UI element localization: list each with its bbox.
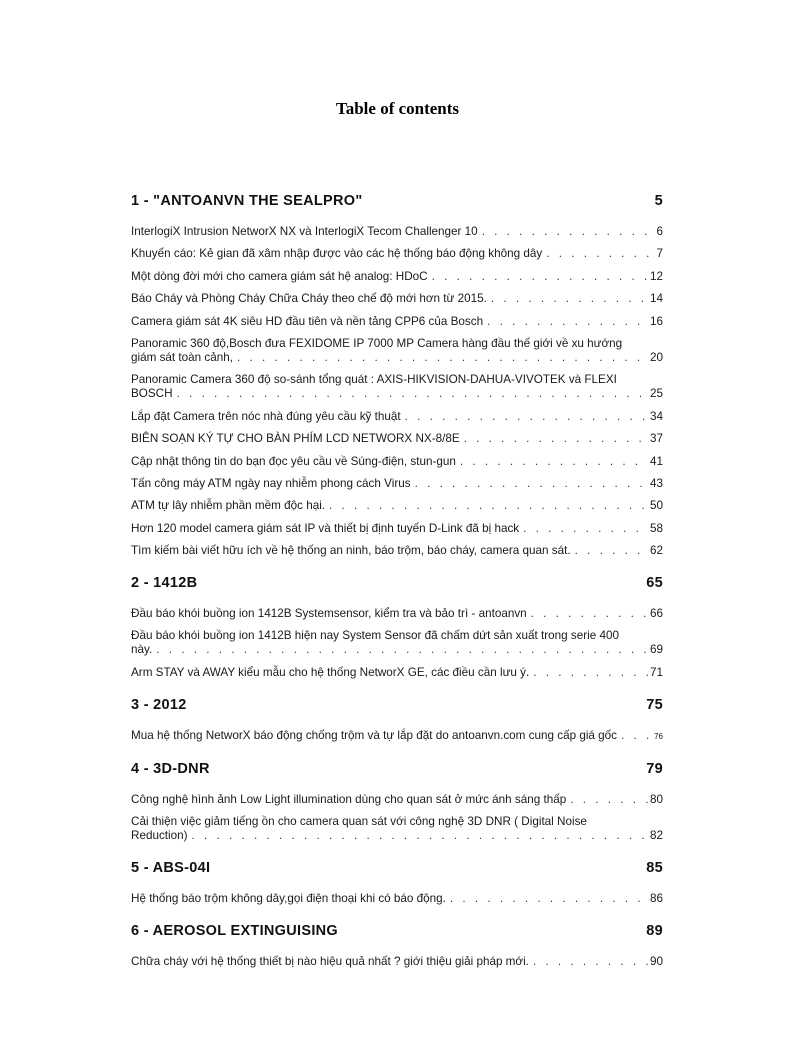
entry-title-line: Đầu báo khói buồng ion 1412B hiện nay System Sensor đã chấm dứt sản xuất trong serie 400: [131, 629, 619, 643]
section-heading[interactable]: [131, 923, 663, 943]
dot-leader: [533, 955, 648, 969]
dot-leader: [546, 247, 654, 261]
entry-title: Khuyến cáo: Kẻ gian đã xâm nhập được vào các hệ thống báo động không dây: [131, 247, 543, 261]
toc-entry[interactable]: [131, 410, 663, 424]
entry-title: ATM tự lây nhiễm phần mềm độc hại.: [131, 499, 326, 513]
toc-entry[interactable]: [131, 729, 663, 744]
section-page-number: 5: [654, 193, 663, 209]
entry-title: Công nghệ hình ảnh Low Light illumination dùng cho quan sát ở mức ánh sáng thấp: [131, 792, 567, 806]
entry-title: InterlogiX Intrusion NetworX NX và InterlogiX Tecom Challenger 10: [131, 225, 478, 238]
entry-page-number: 6: [656, 225, 663, 238]
entry-page-number: 25: [649, 387, 663, 401]
entry-page-number: 20: [649, 350, 663, 364]
toc-entry[interactable]: [131, 373, 663, 401]
toc-entry[interactable]: [131, 892, 663, 906]
toc-entry[interactable]: [131, 225, 663, 239]
dot-leader: [482, 225, 655, 239]
entry-title: Lắp đặt Camera trên nóc nhà đúng yêu cầu kỹ thuật: [131, 409, 401, 423]
dot-leader: [156, 643, 648, 657]
entry-page-number: 14: [649, 292, 663, 306]
dot-leader: [464, 432, 648, 446]
toc-entry[interactable]: [131, 477, 663, 491]
dot-leader: [621, 729, 652, 743]
entry-page-number: 69: [649, 643, 663, 657]
entry-page-number: 71: [649, 665, 663, 679]
dot-leader: [450, 892, 648, 906]
toc-entry[interactable]: [131, 432, 663, 446]
section-page-number: 75: [646, 696, 663, 713]
section-page-number: 65: [646, 575, 663, 592]
toc-entry[interactable]: [131, 522, 663, 536]
entry-title: Tấn công máy ATM ngày nay nhiễm phong cách Virus: [131, 476, 411, 490]
dot-leader: [432, 270, 648, 284]
entry-title: Camera giám sát 4K siêu HD đầu tiên và nền tảng CPP6 của Bosch: [131, 314, 484, 328]
entry-title: Cập nhật thông tin do bạn đọc yêu cầu về Súng-điện, stun-gun: [131, 454, 456, 468]
dot-leader: [491, 292, 648, 306]
dot-leader: [329, 499, 648, 513]
entry-title-line: Panoramic Camera 360 độ so-sánh tổng quát : AXIS-HIKVISION-DAHUA-VIVOTEK và FLEXI: [131, 373, 617, 387]
entry-page-number: 80: [649, 792, 663, 806]
entry-title: Tìm kiếm bài viết hữu ích về hệ thống an ninh, báo trộm, báo cháy, camera quan sát.: [131, 544, 571, 558]
section-title: 3 - 2012: [131, 696, 187, 713]
dot-leader: [192, 829, 648, 843]
section-page-number: 85: [646, 860, 663, 877]
entry-page-number: 37: [649, 432, 663, 446]
dot-leader: [575, 544, 648, 558]
toc-entry[interactable]: [131, 793, 663, 807]
toc-entry[interactable]: [131, 455, 663, 469]
entry-page-number: 50: [649, 499, 663, 513]
entry-title: BOSCH: [131, 387, 173, 401]
entry-page-number: 66: [649, 607, 663, 621]
entry-title: Báo Cháy và Phòng Cháy Chữa Cháy theo chế độ mới hơn từ 2015.: [131, 292, 487, 306]
toc-entry[interactable]: [131, 270, 663, 284]
section-page-number: 79: [646, 760, 663, 777]
entry-page-number: 62: [649, 544, 663, 558]
section-heading[interactable]: [131, 761, 663, 781]
entry-page-number: 90: [649, 955, 663, 969]
dot-leader: [415, 477, 648, 491]
toc-entry[interactable]: [131, 337, 663, 365]
toc-entry[interactable]: [131, 629, 663, 657]
section-heading[interactable]: [131, 575, 663, 595]
entry-title: này.: [131, 643, 153, 657]
entry-title-line: Panoramic 360 độ,Bosch đưa FEXIDOME IP 7000 MP Camera hàng đầu thế giới về xu hướng: [131, 336, 623, 350]
entry-title: giám sát toàn cảnh,: [131, 350, 234, 364]
entry-page-number: 86: [649, 892, 663, 906]
toc-section: [131, 193, 663, 558]
section-title: 5 - ABS-04I: [131, 860, 211, 877]
toc-section: [131, 860, 663, 906]
entry-page-number: 16: [649, 314, 663, 328]
toc-entry[interactable]: [131, 292, 663, 306]
entry-page-number: 34: [649, 409, 663, 423]
toc-entry[interactable]: [131, 607, 663, 621]
table-of-contents: [131, 193, 663, 986]
toc-section: [131, 923, 663, 969]
entry-title-line: Cải thiện việc giảm tiếng ồn cho camera quan sát với công nghệ 3D DNR ( Digital Noise: [131, 815, 587, 829]
section-title: 2 - 1412B: [131, 575, 198, 592]
entry-page-number: 58: [649, 521, 663, 535]
section-title: 6 - AEROSOL EXTINGUISING: [131, 923, 339, 940]
toc-entry[interactable]: [131, 955, 663, 969]
toc-entry[interactable]: [131, 666, 663, 680]
toc-entry[interactable]: [131, 247, 663, 261]
entry-title: Hệ thống báo trộm không dây,gọi điện thoại khi có báo động.: [131, 892, 446, 906]
dot-leader: [237, 351, 648, 365]
toc-section: [131, 697, 663, 744]
dot-leader: [460, 455, 648, 469]
dot-leader: [523, 522, 648, 536]
entry-title: Arm STAY và AWAY kiểu mẫu cho hệ thống NetworX GE, các điều cần lưu ý.: [131, 665, 530, 679]
entry-page-number: 7: [656, 247, 663, 261]
entry-title: Một dòng đời mới cho camera giám sát hệ analog: HDoC: [131, 269, 428, 283]
entry-title: Reduction): [131, 829, 188, 843]
toc-entry[interactable]: [131, 815, 663, 843]
entry-page-number: 12: [649, 269, 663, 283]
dot-leader: [533, 666, 648, 680]
entry-title: Mua hệ thống NetworX báo động chống trộm và tự lắp đặt do antoanvn.com cung cấp giá gốc: [131, 728, 618, 742]
dot-leader: [531, 607, 648, 621]
toc-section: [131, 575, 663, 680]
document-title: Table of contents: [335, 99, 460, 118]
entry-page-number: 41: [649, 454, 663, 468]
dot-leader: [405, 410, 648, 424]
entry-page-number: 43: [649, 476, 663, 490]
entry-page-number: 76: [654, 731, 663, 741]
entry-title: Đầu báo khói buồng ion 1412B Systemsensor, kiểm tra và bảo trì - antoanvn: [131, 607, 527, 621]
section-heading[interactable]: [131, 193, 663, 213]
toc-entry[interactable]: [131, 544, 663, 558]
toc-entry[interactable]: [131, 315, 663, 329]
section-title: 1 - "ANTOANVN THE SEALPRO": [131, 193, 363, 209]
entry-title: Hơn 120 model camera giám sát IP và thiết bị định tuyến D-Link đã bị hack: [131, 521, 520, 535]
dot-leader: [570, 793, 648, 807]
entry-title: Chữa cháy với hệ thống thiết bị nào hiệu quả nhất ? giới thiệu giải pháp mới.: [131, 955, 529, 969]
section-heading[interactable]: [131, 860, 663, 880]
toc-section: [131, 761, 663, 843]
dot-leader: [487, 315, 648, 329]
section-heading[interactable]: [131, 697, 663, 717]
dot-leader: [177, 387, 648, 401]
section-page-number: 89: [646, 923, 663, 940]
section-title: 4 - 3D-DNR: [131, 760, 210, 777]
entry-title: BIÊN SOẠN KÝ TỰ CHO BÀN PHÍM LCD NETWORX NX-8/8E: [131, 432, 460, 446]
entry-page-number: 82: [649, 829, 663, 843]
toc-entry[interactable]: [131, 499, 663, 513]
